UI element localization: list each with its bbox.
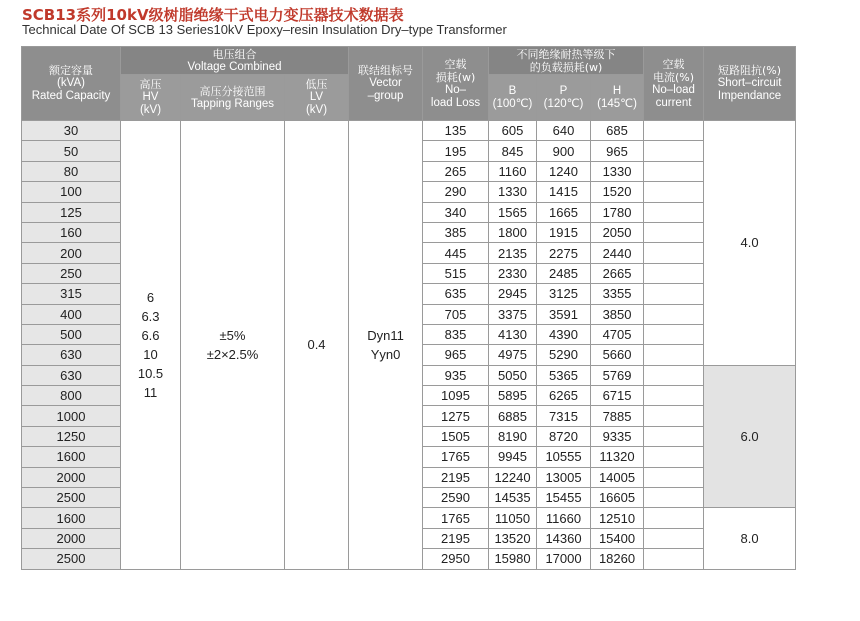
load-loss-h-cell: 2440	[591, 243, 644, 263]
load-loss-b-cell: 6885	[489, 406, 537, 426]
load-loss-h-cell: 9335	[591, 426, 644, 446]
load-loss-p-cell: 1415	[537, 182, 591, 202]
capacity-cell: 2500	[22, 549, 121, 569]
impedance-group-3: 8.0	[704, 508, 796, 569]
load-loss-p-cell: 5365	[537, 365, 591, 385]
load-loss-p-cell: 3125	[537, 284, 591, 304]
capacity-cell: 200	[22, 243, 121, 263]
header-h: H (145℃)	[591, 75, 644, 121]
load-loss-p-cell: 2485	[537, 263, 591, 283]
header-no-load-current: 空载 电流(%) No–load current	[644, 47, 704, 121]
load-loss-b-cell: 1800	[489, 222, 537, 242]
tapping-values: ±5% ±2×2.5%	[181, 121, 285, 570]
load-loss-p-cell: 11660	[537, 508, 591, 528]
load-loss-b-cell: 2330	[489, 263, 537, 283]
load-loss-p-cell: 8720	[537, 426, 591, 446]
load-loss-b-cell: 13520	[489, 528, 537, 548]
no-load-loss-cell: 2195	[423, 528, 489, 548]
capacity-cell: 315	[22, 284, 121, 304]
load-loss-h-cell: 14005	[591, 467, 644, 487]
load-loss-h-cell: 3355	[591, 284, 644, 304]
load-loss-b-cell: 9945	[489, 447, 537, 467]
no-load-loss-cell: 1765	[423, 447, 489, 467]
load-loss-p-cell: 14360	[537, 528, 591, 548]
load-loss-p-cell: 1915	[537, 222, 591, 242]
header-load-loss: 不同绝缘耐热等级下 的负载损耗(w)	[489, 47, 644, 75]
load-loss-p-cell: 2275	[537, 243, 591, 263]
load-loss-h-cell: 18260	[591, 549, 644, 569]
no-load-current-cell	[644, 121, 704, 141]
no-load-loss-cell: 290	[423, 182, 489, 202]
load-loss-p-cell: 7315	[537, 406, 591, 426]
no-load-loss-cell: 195	[423, 141, 489, 161]
no-load-current-cell	[644, 406, 704, 426]
vector-values: Dyn11 Yyn0	[349, 121, 423, 570]
load-loss-b-cell: 845	[489, 141, 537, 161]
load-loss-b-cell: 3375	[489, 304, 537, 324]
lv-value: 0.4	[285, 121, 349, 570]
load-loss-p-cell: 1665	[537, 202, 591, 222]
load-loss-b-cell: 1160	[489, 161, 537, 181]
capacity-cell: 1000	[22, 406, 121, 426]
header-rated-capacity: 额定容量 (kVA) Rated Capacity	[22, 47, 121, 121]
load-loss-b-cell: 4975	[489, 345, 537, 365]
load-loss-h-cell: 7885	[591, 406, 644, 426]
no-load-current-cell	[644, 345, 704, 365]
capacity-cell: 2500	[22, 488, 121, 508]
capacity-cell: 1600	[22, 508, 121, 528]
load-loss-h-cell: 12510	[591, 508, 644, 528]
header-voltage-combined: 电压组合 Voltage Combined	[121, 47, 349, 75]
load-loss-b-cell: 12240	[489, 467, 537, 487]
no-load-loss-cell: 515	[423, 263, 489, 283]
header-b: B (100℃)	[489, 75, 537, 121]
load-loss-h-cell: 965	[591, 141, 644, 161]
capacity-cell: 160	[22, 222, 121, 242]
load-loss-p-cell: 4390	[537, 324, 591, 344]
capacity-cell: 500	[22, 324, 121, 344]
capacity-cell: 30	[22, 121, 121, 141]
title-english: Technical Date Of SCB 13 Series10kV Epoxy–resin Insulation Dry–type Transformer	[22, 22, 507, 37]
load-loss-h-cell: 685	[591, 121, 644, 141]
load-loss-p-cell: 3591	[537, 304, 591, 324]
no-load-current-cell	[644, 426, 704, 446]
load-loss-b-cell: 2945	[489, 284, 537, 304]
load-loss-b-cell: 5895	[489, 386, 537, 406]
header-vector-group: 联结组标号 Vector –group	[349, 47, 423, 121]
load-loss-h-cell: 5660	[591, 345, 644, 365]
no-load-loss-cell: 2195	[423, 467, 489, 487]
spec-table	[21, 46, 796, 570]
load-loss-b-cell: 4130	[489, 324, 537, 344]
no-load-loss-cell: 965	[423, 345, 489, 365]
header-no-load-loss: 空载 损耗(w) No– load Loss	[423, 47, 489, 121]
no-load-loss-cell: 445	[423, 243, 489, 263]
load-loss-h-cell: 2050	[591, 222, 644, 242]
load-loss-p-cell: 900	[537, 141, 591, 161]
load-loss-b-cell: 2135	[489, 243, 537, 263]
no-load-loss-cell: 135	[423, 121, 489, 141]
no-load-current-cell	[644, 284, 704, 304]
no-load-loss-cell: 2590	[423, 488, 489, 508]
capacity-cell: 630	[22, 365, 121, 385]
no-load-current-cell	[644, 202, 704, 222]
no-load-current-cell	[644, 528, 704, 548]
capacity-cell: 80	[22, 161, 121, 181]
load-loss-h-cell: 1520	[591, 182, 644, 202]
capacity-cell: 2000	[22, 528, 121, 548]
load-loss-b-cell: 5050	[489, 365, 537, 385]
no-load-loss-cell: 1505	[423, 426, 489, 446]
load-loss-h-cell: 6715	[591, 386, 644, 406]
capacity-cell: 125	[22, 202, 121, 222]
capacity-cell: 100	[22, 182, 121, 202]
impedance-group-1: 4.0	[704, 121, 796, 366]
load-loss-h-cell: 1780	[591, 202, 644, 222]
hv-values: 6 6.3 6.6 10 10.5 11	[121, 121, 181, 570]
no-load-loss-cell: 935	[423, 365, 489, 385]
no-load-current-cell	[644, 447, 704, 467]
load-loss-b-cell: 15980	[489, 549, 537, 569]
load-loss-b-cell: 14535	[489, 488, 537, 508]
header-p: P (120℃)	[537, 75, 591, 121]
table-row	[22, 121, 796, 141]
load-loss-b-cell: 11050	[489, 508, 537, 528]
no-load-current-cell	[644, 243, 704, 263]
header-lv: 低压 LV (kV)	[285, 75, 349, 121]
no-load-current-cell	[644, 549, 704, 569]
no-load-current-cell	[644, 324, 704, 344]
load-loss-b-cell: 1565	[489, 202, 537, 222]
no-load-loss-cell: 340	[423, 202, 489, 222]
load-loss-h-cell: 5769	[591, 365, 644, 385]
load-loss-p-cell: 17000	[537, 549, 591, 569]
capacity-cell: 50	[22, 141, 121, 161]
no-load-loss-cell: 385	[423, 222, 489, 242]
load-loss-h-cell: 4705	[591, 324, 644, 344]
load-loss-p-cell: 15455	[537, 488, 591, 508]
capacity-cell: 400	[22, 304, 121, 324]
load-loss-h-cell: 11320	[591, 447, 644, 467]
capacity-cell: 1250	[22, 426, 121, 446]
no-load-current-cell	[644, 304, 704, 324]
load-loss-h-cell: 15400	[591, 528, 644, 548]
no-load-current-cell	[644, 365, 704, 385]
load-loss-h-cell: 3850	[591, 304, 644, 324]
no-load-current-cell	[644, 508, 704, 528]
title-chinese: SCB13系列10kV级树脂绝缘干式电力变压器技术数据表	[22, 6, 404, 24]
header-impedance: 短路阻抗(%) Short–circuit Impendance	[704, 47, 796, 121]
load-loss-p-cell: 13005	[537, 467, 591, 487]
load-loss-h-cell: 16605	[591, 488, 644, 508]
no-load-current-cell	[644, 182, 704, 202]
capacity-cell: 800	[22, 386, 121, 406]
no-load-current-cell	[644, 222, 704, 242]
header-tapping: 高压分接范围 Tapping Ranges	[181, 75, 285, 121]
capacity-cell: 1600	[22, 447, 121, 467]
no-load-loss-cell: 2950	[423, 549, 489, 569]
no-load-loss-cell: 1275	[423, 406, 489, 426]
load-loss-b-cell: 605	[489, 121, 537, 141]
load-loss-p-cell: 1240	[537, 161, 591, 181]
no-load-loss-cell: 835	[423, 324, 489, 344]
no-load-loss-cell: 1095	[423, 386, 489, 406]
load-loss-p-cell: 6265	[537, 386, 591, 406]
no-load-current-cell	[644, 386, 704, 406]
no-load-current-cell	[644, 467, 704, 487]
no-load-current-cell	[644, 263, 704, 283]
no-load-loss-cell: 1765	[423, 508, 489, 528]
no-load-loss-cell: 265	[423, 161, 489, 181]
capacity-cell: 630	[22, 345, 121, 365]
no-load-current-cell	[644, 488, 704, 508]
header-hv: 高压 HV (kV)	[121, 75, 181, 121]
impedance-group-2: 6.0	[704, 365, 796, 508]
load-loss-p-cell: 10555	[537, 447, 591, 467]
load-loss-h-cell: 2665	[591, 263, 644, 283]
capacity-cell: 2000	[22, 467, 121, 487]
load-loss-b-cell: 8190	[489, 426, 537, 446]
load-loss-b-cell: 1330	[489, 182, 537, 202]
load-loss-p-cell: 640	[537, 121, 591, 141]
load-loss-p-cell: 5290	[537, 345, 591, 365]
capacity-cell: 250	[22, 263, 121, 283]
no-load-current-cell	[644, 161, 704, 181]
no-load-current-cell	[644, 141, 704, 161]
no-load-loss-cell: 635	[423, 284, 489, 304]
no-load-loss-cell: 705	[423, 304, 489, 324]
load-loss-h-cell: 1330	[591, 161, 644, 181]
